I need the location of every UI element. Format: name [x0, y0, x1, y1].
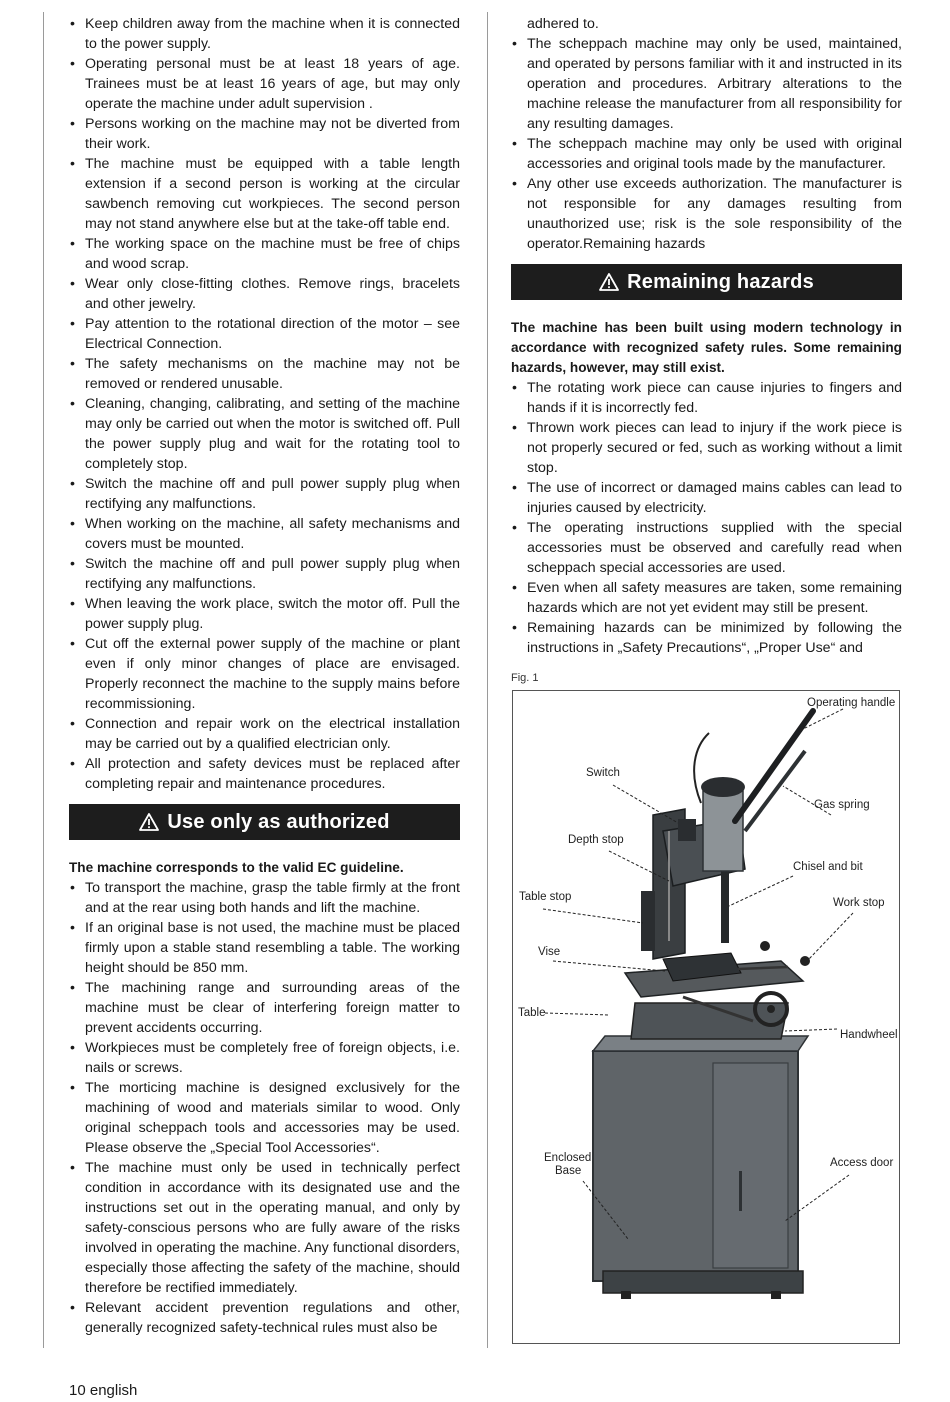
list-item: • Any other use exceeds authorization. The manufacturer is not responsible for any damages resulting from unauthorized use; risk is the sole responsibility of the operator.Remaining hazards: [511, 174, 902, 254]
authorized-use-list-continued: [511, 34, 902, 254]
list-item: • Connection and repair work on the electrical installation may be carried out by a qualified electrician only.: [69, 714, 460, 754]
hazards-list: [511, 378, 902, 658]
callout-work-stop: Work stop: [833, 897, 885, 909]
left-column: [69, 14, 460, 1338]
list-item: • Operating personal must be at least 18 years of age. Trainees must be at least 16 years of age, but may only operate the machine under adult supervision .: [69, 54, 460, 114]
list-item: • All protection and safety devices must be replaced after completing repair and maintenance procedures.: [69, 754, 460, 794]
list-item: • The machine must be equipped with a table length extension if a second person is working at the circular sawbench removing cut workpieces. The second person may not stand anywhere else but at the take-off table end.: [69, 154, 460, 234]
callout-depth-stop: Depth stop: [568, 834, 624, 846]
switch-shape: [678, 819, 696, 841]
motor-shape: [703, 791, 743, 871]
list-item: • Keep children away from the machine when it is connected to the power supply.: [69, 14, 460, 54]
table-stop-shape: [641, 891, 655, 951]
callout-gas-spring: Gas spring: [814, 799, 870, 811]
list-item: • When leaving the work place, switch the motor off. Pull the power supply plug.: [69, 594, 460, 634]
list-item: • Cut off the external power supply of the machine or plant even if only minor changes of place are envisaged. Properly reconnect the machine to the supply mains before recommissioning.: [69, 634, 460, 714]
list-item: • To transport the machine, grasp the table firmly at the front and at the rear using both hands and lift the machine.: [69, 878, 460, 918]
list-item: • Persons working on the machine may not be diverted from their work.: [69, 114, 460, 154]
column-divider: [487, 12, 488, 1348]
right-column: [511, 14, 902, 658]
section-title: Remaining hazards: [627, 270, 814, 293]
machine-base-shape: [631, 1003, 788, 1039]
list-item: • The scheppach machine may only be used, maintained, and operated by persons familiar with it and instructed in its operation and procedures. Arbitrary alterations to the machine release the manufacturer from all responsibility for any resulting damages.: [511, 34, 902, 134]
page-number: 10: [69, 1382, 86, 1399]
callout-enclosed-base-2: Base: [555, 1165, 582, 1177]
foot-shape: [771, 1291, 781, 1299]
chisel-shape: [721, 869, 729, 943]
list-item: • Workpieces must be completely free of foreign objects, i.e. nails or screws.: [69, 1038, 460, 1078]
warning-triangle-icon: [599, 273, 619, 291]
list-item: • The operating instructions supplied with the special accessories must be observed and carefully read when scheppach special accessories are used.: [511, 518, 902, 578]
list-item: • Relevant accident prevention regulations and other, generally recognized safety-technical rules must also be: [69, 1298, 460, 1338]
section-intro: The machine corresponds to the valid EC guideline.: [69, 860, 404, 875]
door-handle-shape: [739, 1171, 742, 1211]
leader-table: [545, 1013, 609, 1015]
callout-table-stop: Table stop: [519, 891, 572, 903]
list-item: • Cleaning, changing, calibrating, and setting of the machine may only be carried out when the motor is switched off. Pull the power supply plug and wait for the rotating tool to completely stop.: [69, 394, 460, 474]
list-item: • The use of incorrect or damaged mains cables can lead to injuries caused by electricity.: [511, 478, 902, 518]
list-item: • Switch the machine off and pull power supply plug when rectifying any malfunctions.: [69, 474, 460, 514]
work-stop-knob-shape: [800, 956, 810, 966]
page-footer: [69, 1382, 137, 1399]
list-item: • Remaining hazards can be minimized by following the instructions in „Safety Precautions“, „Proper Use“ and: [511, 618, 902, 658]
vise-knob-shape: [760, 941, 770, 951]
callout-table: Table: [518, 1007, 546, 1019]
list-item: • The safety mechanisms on the machine may not be removed or rendered unusable.: [69, 354, 460, 394]
list-item: • Pay attention to the rotational direction of the motor – see Electrical Connection.: [69, 314, 460, 354]
leader-handwheel: [785, 1029, 837, 1031]
list-item: • If an original base is not used, the machine must be placed firmly upon a stable stand resembling a table. The working height should be 850 mm.: [69, 918, 460, 978]
mortiser-illustration: [513, 691, 899, 1343]
list-item: • Switch the machine off and pull power supply plug when rectifying any malfunctions.: [69, 554, 460, 594]
machine-figure: [512, 690, 900, 1344]
section-intro: The machine has been built using modern technology in accordance with recognized safety rules. Some remaining hazards, however, may still exist.: [511, 320, 902, 375]
list-item: • When working on the machine, all safety mechanisms and covers must be mounted.: [69, 514, 460, 554]
section-title: Use only as authorized: [167, 810, 390, 833]
leader-work-stop: [809, 913, 853, 959]
list-item: • Even when all safety measures are taken, some remaining hazards which are not yet evident may still be present.: [511, 578, 902, 618]
warning-triangle-icon: [139, 813, 159, 831]
list-item: • Thrown work pieces can lead to injury if the work piece is not properly secured or fed, such as working without a limit stop.: [511, 418, 902, 478]
list-item: • The working space on the machine must be free of chips and wood scrap.: [69, 234, 460, 274]
footer-language: english: [89, 1382, 138, 1399]
authorized-use-list: [69, 878, 460, 1338]
handwheel-hub-shape: [767, 1005, 775, 1013]
callout-handwheel: Handwheel: [840, 1029, 898, 1041]
list-item: • The machining range and surrounding areas of the machine must be clear of interfering foreign matter to prevent accidents occurring.: [69, 978, 460, 1038]
list-item: • The scheppach machine may only be used with original accessories and original tools made by the manufacturer.: [511, 134, 902, 174]
leader-table-stop: [543, 909, 643, 923]
plinth-shape: [603, 1271, 803, 1293]
motor-cap-shape: [701, 777, 745, 797]
callout-switch: Switch: [586, 767, 620, 779]
callout-operating-handle: Operating handle: [807, 697, 896, 709]
leader-chisel: [729, 876, 793, 906]
callout-enclosed-base-1: Enclosed: [544, 1152, 592, 1164]
section-heading-use-authorized: [69, 804, 460, 840]
callout-access-door: Access door: [830, 1157, 894, 1169]
continued-text: adhered to.: [527, 16, 599, 32]
section-heading-remaining-hazards: [511, 264, 902, 300]
callout-chisel-and-bit: Chisel and bit: [793, 861, 863, 873]
leader-vise: [553, 961, 665, 971]
access-door-shape: [713, 1063, 788, 1268]
list-item: • The machine must only be used in technically perfect condition in accordance with its designated use and the instructions set out in the operating manual, and only by safety-conscious persons who are fully aware of the risks involved in operating the machine. Any functional disorders, especially those affecting the safety of the machine, should therefore be rectified immediately.: [69, 1158, 460, 1298]
operating-handle-shape: [735, 711, 813, 821]
figure-label: Fig. 1: [511, 672, 539, 684]
foot-shape: [621, 1291, 631, 1299]
list-item: • Wear only close-fitting clothes. Remove rings, bracelets and other jewelry.: [69, 274, 460, 314]
callout-vise: Vise: [538, 946, 561, 958]
list-item: • The rotating work piece can cause injuries to fingers and hands if it is incorrectly fed.: [511, 378, 902, 418]
list-item: • The morticing machine is designed exclusively for the machining of wood and materials similar to wood. Only original scheppach tools and accessories may be used. Please observe the „Special Tool Accessories“.: [69, 1078, 460, 1158]
safety-list: [69, 14, 460, 794]
outer-margin-rule: [43, 12, 44, 1348]
